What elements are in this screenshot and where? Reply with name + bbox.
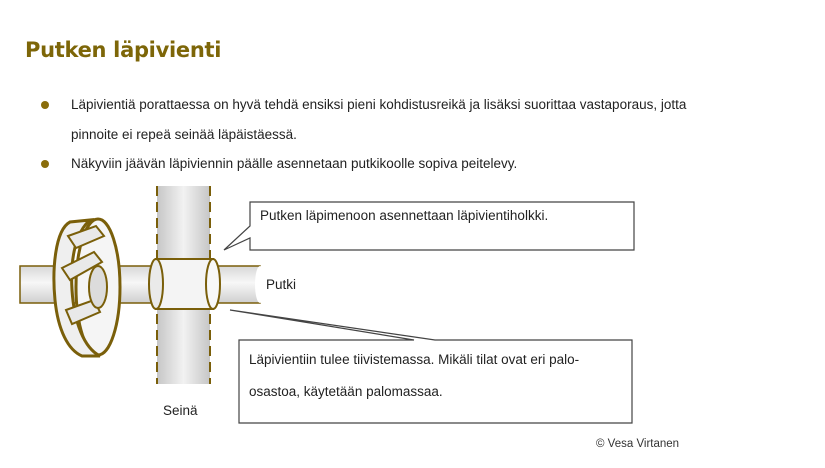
bullet-item: [38, 90, 738, 150]
bullet-list: [38, 90, 738, 178]
pipe-end: [255, 266, 265, 303]
callout-top-text: Putken läpimenoon asennettaan läpivientiholkki.: [260, 208, 549, 223]
pipe-label: Putki: [266, 277, 297, 292]
bullet-text: Näkyviin jäävän läpiviennin päälle asennetaan putkikoolle sopiva peitelevy.: [71, 156, 518, 171]
bullet-dot-icon: [41, 160, 49, 168]
pipe-penetration-diagram: [0, 180, 825, 468]
pipe-sleeve: [149, 259, 220, 309]
callout-bottom-text: Läpivientiin tulee tiivistemassa. Mikäli tilat ovat eri palo-osastoa, käytetään palomassaa.: [249, 352, 580, 399]
bullet-text: Läpivientiä porattaessa on hyvä tehdä ensiksi pieni kohdistusreikä ja lisäksi suorittaa vastaporaus, jotta pinnoite ei repeä seinää läpäistäessä.: [71, 97, 687, 142]
wall-label: Seinä: [163, 403, 198, 418]
cover-plate: [54, 219, 120, 356]
bullet-item: [38, 149, 738, 178]
copyright-text: © Vesa Virtanen: [596, 438, 680, 450]
bullet-dot-icon: [41, 101, 49, 109]
slide-title: Putken läpivienti: [25, 38, 222, 62]
